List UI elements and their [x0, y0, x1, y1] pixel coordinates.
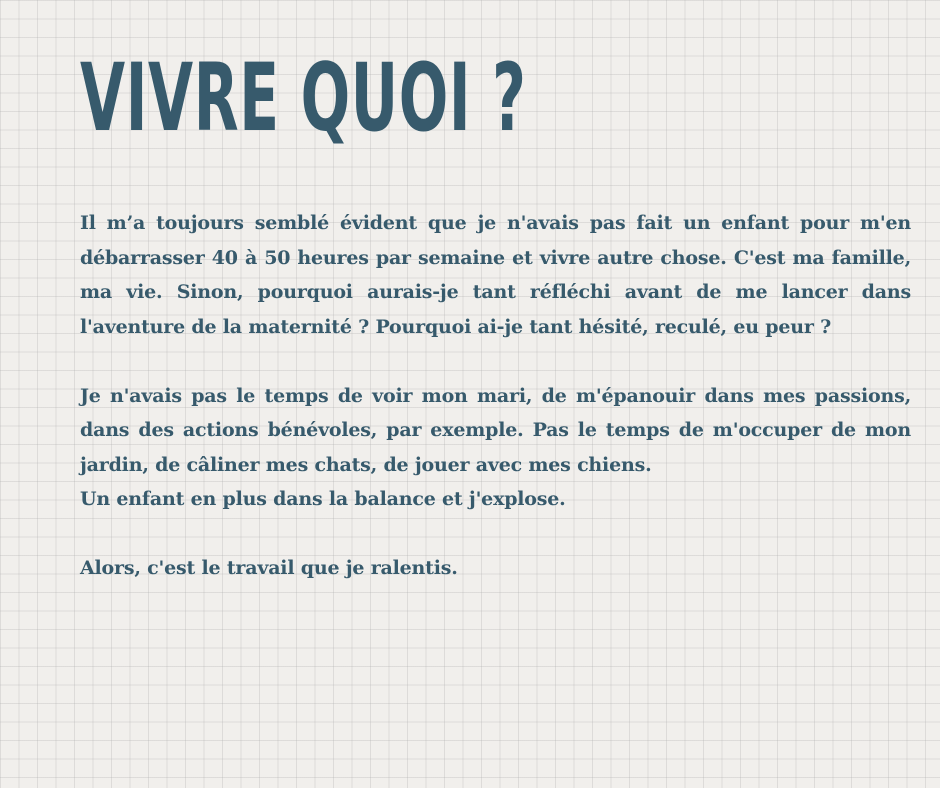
paragraph-2-text: Je n'avais pas le temps de voir mon mari, de m'épanouir dans mes passions, dans des actions bénévoles, par exemple. Pas le temps de m'occuper de mon jardin, de câliner mes chats, de jouer avec mes chiens. — [80, 384, 911, 476]
paragraph-1: Il m’a toujours semblé évident que je n'avais pas fait un enfant pour m'en débarrasser 40 à 50 heures par semaine et vivre autre chose. C'est ma famille, ma vie. Sinon, pourquoi aurais-je tant réfléchi avant de me lancer dans l'aventure de la maternité ? Pourquoi ai-je tant hésité, reculé, eu peur ? — [80, 212, 911, 338]
page-title: VIVRE QUOI ? — [80, 44, 527, 153]
paragraph-2 — [80, 379, 911, 517]
paragraph-2-last-line: Un enfant en plus dans la balance et j'explose. — [80, 488, 566, 510]
paragraph-3: Alors, c'est le travail que je ralentis. — [80, 557, 458, 579]
article-body — [80, 206, 911, 620]
